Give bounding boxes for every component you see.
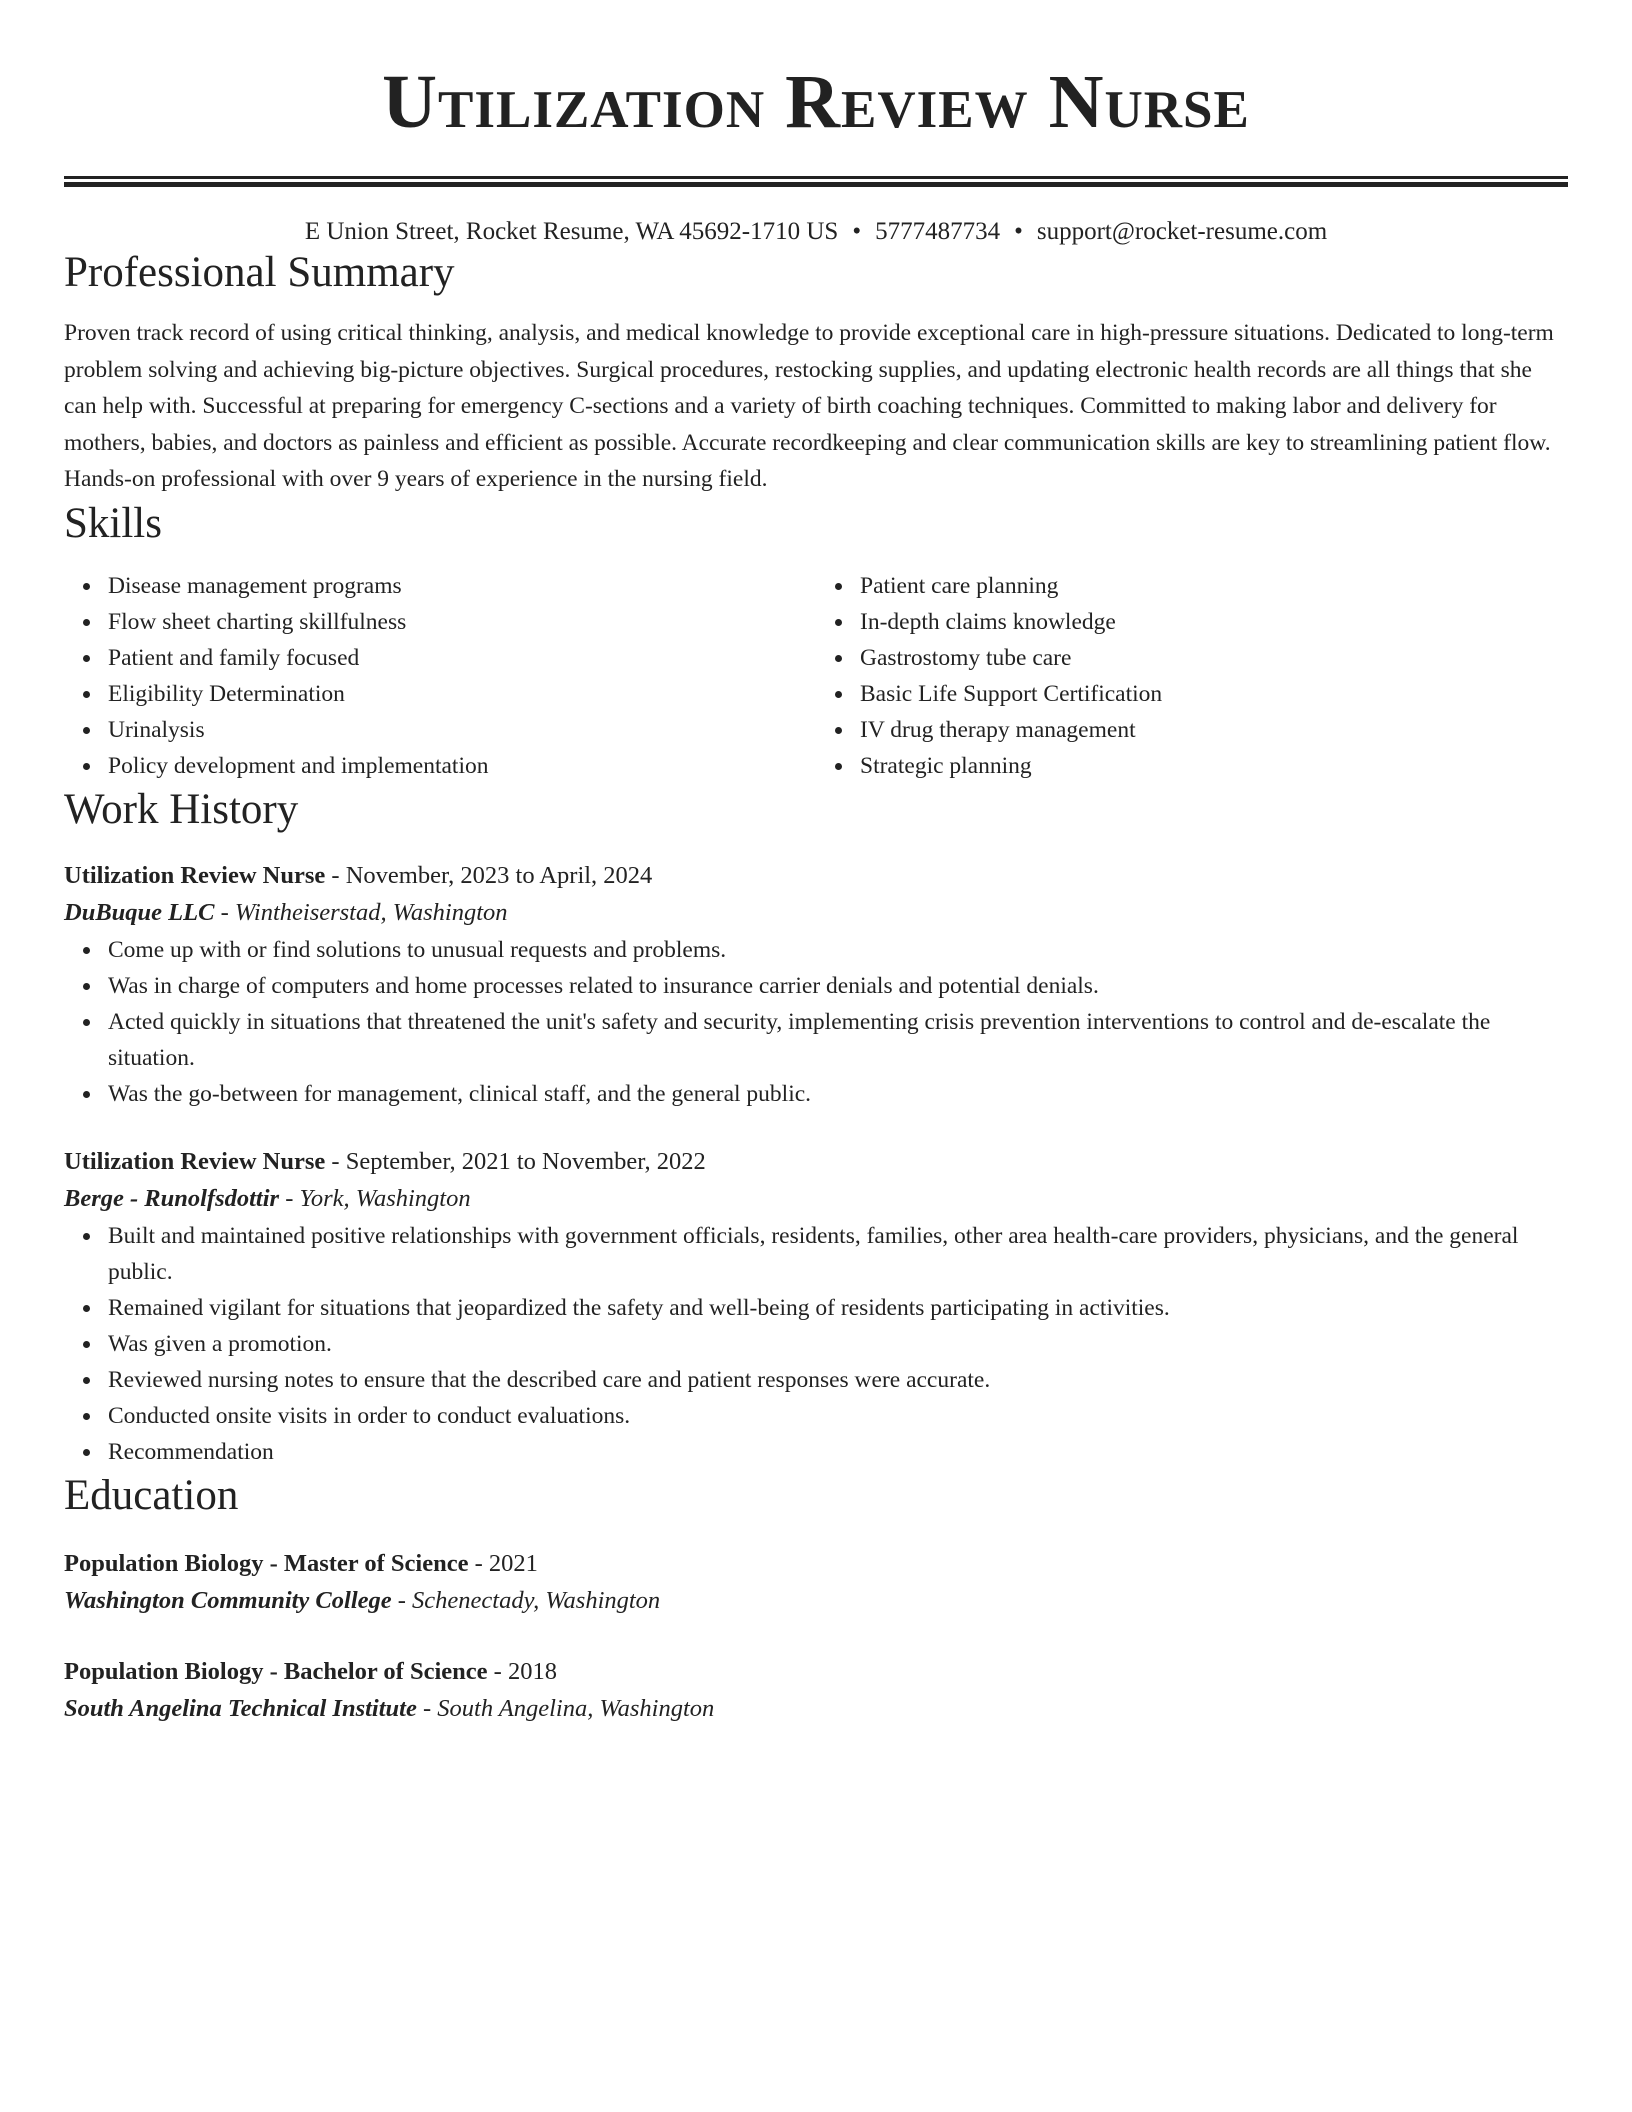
contact-separator: • — [852, 218, 862, 245]
skill-item: In-depth claims knowledge — [860, 604, 1568, 640]
job-position: Utilization Review Nurse — [64, 1147, 326, 1175]
job-entry — [64, 858, 1568, 1112]
header-divider — [64, 176, 1568, 187]
job-duty-item: Reviewed nursing notes to ensure that the described care and patient responses were accurate. — [108, 1362, 1568, 1398]
education-heading: Education — [64, 1471, 239, 1519]
job-duty-item: Acted quickly in situations that threatened the unit's safety and security, implementing crisis prevention interventions to control and de-escalate the situation. — [108, 1004, 1568, 1076]
job-entry — [64, 1144, 1568, 1470]
job-duties — [64, 1218, 1568, 1470]
skill-item: Patient care planning — [860, 568, 1568, 604]
job-dates: - September, 2021 to November, 2022 — [325, 1147, 706, 1175]
skill-item: Basic Life Support Certification — [860, 676, 1568, 712]
skill-item: Eligibility Determination — [108, 676, 816, 712]
job-employer-line — [64, 894, 1568, 932]
job-dates: - November, 2023 to April, 2024 — [325, 861, 653, 889]
contact-email: support@rocket-resume.com — [1036, 218, 1328, 245]
job-duty-item: Was given a promotion. — [108, 1326, 1568, 1362]
candidate-name: Utilization Review Nurse — [382, 60, 1250, 144]
skill-item: Urinalysis — [108, 712, 816, 748]
job-duty-item: Recommendation — [108, 1434, 1568, 1470]
job-duty-item: Remained vigilant for situations that jeopardized the safety and well-being of residents participating in activities. — [108, 1290, 1568, 1326]
education-location: - South Angelina, Washington — [416, 1694, 715, 1722]
education-school-line — [64, 1582, 1568, 1620]
summary-heading: Professional Summary — [64, 249, 455, 296]
job-employer-line — [64, 1180, 1568, 1218]
job-position: Utilization Review Nurse — [64, 861, 326, 889]
contact-phone: 5777487734 — [875, 218, 1001, 245]
education-degree-line — [64, 1546, 1568, 1582]
education-degree: Population Biology - Master of Science — [64, 1549, 469, 1577]
skill-item: Gastrostomy tube care — [860, 640, 1568, 676]
job-header — [64, 858, 1568, 894]
skill-item: Flow sheet charting skillfulness — [108, 604, 816, 640]
skills-heading: Skills — [64, 499, 162, 547]
skill-item: Strategic planning — [860, 748, 1568, 784]
skill-item: Patient and family focused — [108, 640, 816, 676]
skills-column-left — [64, 568, 816, 784]
education-year: - 2018 — [487, 1657, 557, 1685]
skill-item: Disease management programs — [108, 568, 816, 604]
education-school: South Angelina Technical Institute — [64, 1694, 417, 1722]
job-duty-item: Conducted onsite visits in order to conduct evaluations. — [108, 1398, 1568, 1434]
education-entry — [64, 1654, 1568, 1728]
job-duty-item: Was in charge of computers and home processes related to insurance carrier denials and potential denials. — [108, 968, 1568, 1004]
job-duty-item: Come up with or find solutions to unusual requests and problems. — [108, 932, 1568, 968]
job-duties — [64, 932, 1568, 1112]
education-school: Washington Community College — [64, 1586, 392, 1614]
education-degree-line — [64, 1654, 1568, 1690]
skills-column-right — [816, 568, 1568, 784]
job-header — [64, 1144, 1568, 1180]
job-duty-item: Was the go-between for management, clinical staff, and the general public. — [108, 1076, 1568, 1112]
education-entry — [64, 1546, 1568, 1620]
education-location: - Schenectady, Washington — [391, 1586, 661, 1614]
job-location: - York, Washington — [279, 1184, 471, 1212]
skill-item: Policy development and implementation — [108, 748, 816, 784]
contact-separator: • — [1014, 218, 1023, 245]
education-school-line — [64, 1690, 1568, 1728]
job-location: - Wintheiserstad, Washington — [214, 898, 508, 926]
job-company: Berge - Runolfsdottir — [64, 1184, 280, 1212]
contact-line — [64, 217, 1568, 247]
job-company: DuBuque LLC — [64, 898, 215, 926]
skill-item: IV drug therapy management — [860, 712, 1568, 748]
contact-address: E Union Street, Rocket Resume, WA 45692-1710 US — [304, 218, 839, 245]
education-degree: Population Biology - Bachelor of Science — [64, 1657, 488, 1685]
education-year: - 2021 — [468, 1549, 538, 1577]
summary-text: Proven track record of using critical thinking, analysis, and medical knowledge to provide exceptional care in high-pressure situations. Dedicated to long-term problem solving and achieving big-picture objectives. Surgical procedures, restocking supplies, and updating electronic health records are all things that she can help with. Successful at preparing for emergency C-sections and a variety of birth coaching techniques. Committed to making labor and delivery for mothers, babies, and doctors as painless and efficient as possible. Accurate recordkeeping and clear communication skills are key to streamlining patient flow. Hands-on professional with over 9 years of experience in the nursing field. — [64, 320, 1554, 492]
skills-list — [64, 568, 1568, 784]
job-duty-item: Built and maintained positive relationships with government officials, residents, families, other area health-care providers, physicians, and the general public. — [108, 1218, 1568, 1290]
work-history-heading: Work History — [64, 785, 299, 833]
